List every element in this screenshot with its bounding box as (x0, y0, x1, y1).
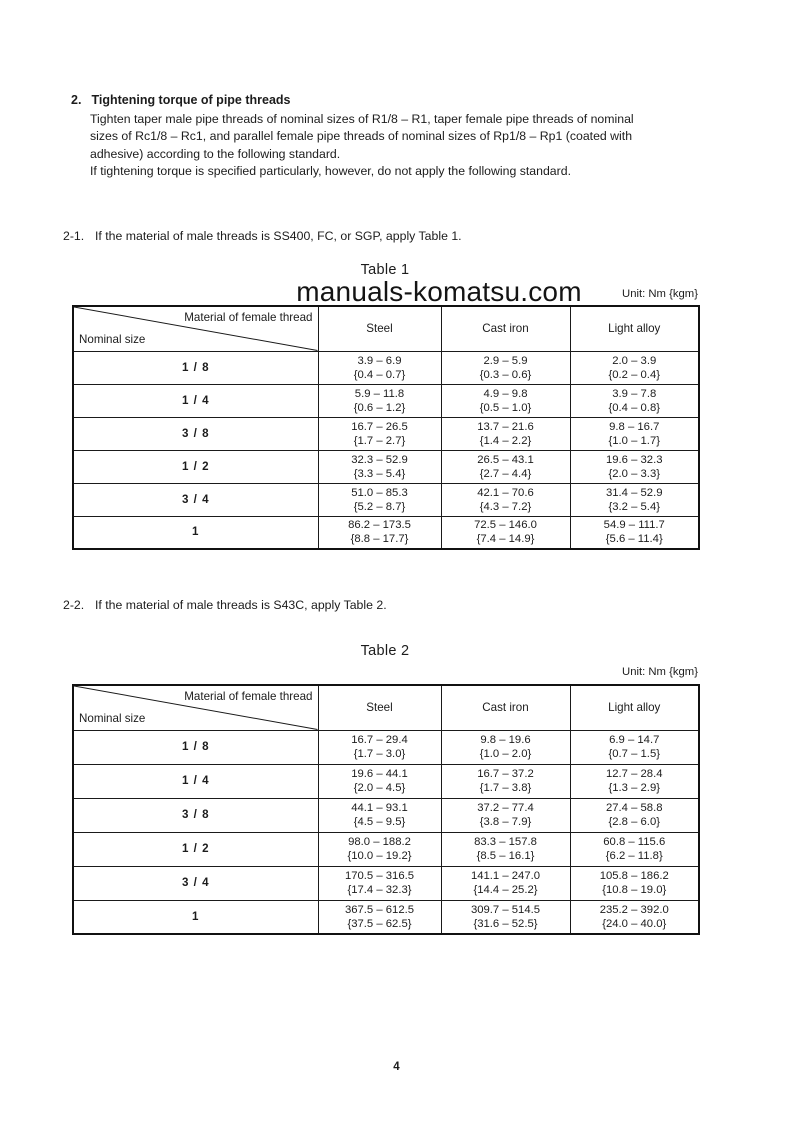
torque-value-cell (570, 516, 699, 549)
subsection-2-2 (63, 598, 387, 612)
torque-value-cell (318, 832, 441, 866)
torque-nm-value: 16.7 – 26.5 (351, 420, 408, 433)
torque-value-cell (441, 832, 570, 866)
torque-nm-value: 16.7 – 37.2 (477, 768, 534, 780)
watermark-text: manuals-komatsu.com (296, 276, 582, 307)
subsection-number: 2-2. (63, 598, 85, 612)
torque-kgm-value: {0.3 – 0.6} (479, 368, 532, 381)
torque-value-cell (441, 730, 570, 764)
section-title: Tightening torque of pipe threads (91, 93, 291, 107)
torque-value-cell (318, 798, 441, 832)
torque-kgm-value: {37.5 – 62.5} (347, 917, 412, 930)
torque-nm-value: 98.0 – 188.2 (348, 836, 411, 848)
torque-value-cell (441, 417, 570, 450)
table-row (73, 516, 699, 549)
torque-value-cell (570, 417, 699, 450)
torque-kgm-value: {0.5 – 1.0} (479, 401, 532, 414)
torque-value-cell (441, 900, 570, 934)
table-row (73, 351, 699, 384)
torque-nm-value: 9.8 – 19.6 (480, 734, 531, 746)
diagonal-bottom-label: Nominal size (79, 332, 146, 346)
torque-value-cell (318, 483, 441, 516)
section-heading (71, 93, 291, 107)
table1-unit-label: Unit: Nm {kgm} (622, 288, 698, 300)
torque-nm-value: 37.2 – 77.4 (477, 802, 534, 814)
nominal-size-cell: 1 / 8 (73, 730, 318, 764)
section-number: 2. (71, 93, 82, 107)
torque-nm-value: 54.9 – 111.7 (603, 519, 665, 532)
torque-kgm-value: {1.0 – 1.7} (608, 434, 660, 447)
table-row (73, 384, 699, 417)
nominal-size-cell: 1 / 8 (73, 351, 318, 384)
torque-kgm-value: {4.3 – 7.2} (479, 500, 532, 513)
table-row (73, 450, 699, 483)
torque-kgm-value: {31.6 – 52.5} (473, 917, 538, 930)
body-line: adhesive) according to the following standard. (90, 146, 341, 161)
torque-nm-value: 13.7 – 21.6 (477, 420, 534, 433)
diagonal-top-label: Material of female thread (184, 690, 313, 703)
torque-nm-value: 105.8 – 186.2 (599, 870, 669, 882)
torque-kgm-value: {8.5 – 16.1} (476, 850, 535, 862)
diagonal-header-cell (73, 685, 318, 730)
torque-value-cell (318, 516, 441, 549)
torque-value-cell (570, 450, 699, 483)
torque-kgm-value: {1.7 – 2.7} (353, 434, 406, 447)
torque-value-cell (318, 384, 441, 417)
torque-value-cell (570, 730, 699, 764)
torque-nm-value: 86.2 – 173.5 (348, 519, 411, 532)
torque-value-cell (441, 483, 570, 516)
nominal-size-cell: 3 / 4 (73, 866, 318, 900)
torque-kgm-value: {2.7 – 4.4} (479, 467, 532, 480)
torque-kgm-value: {24.0 – 40.0} (602, 917, 667, 930)
torque-nm-value: 27.4 – 58.8 (605, 802, 663, 814)
column-header-light-alloy: Light alloy (570, 685, 699, 730)
torque-nm-value: 42.1 – 70.6 (477, 486, 534, 499)
torque-nm-value: 26.5 – 43.1 (477, 453, 534, 466)
torque-nm-value: 367.5 – 612.5 (344, 903, 415, 916)
torque-nm-value: 19.6 – 32.3 (605, 453, 663, 466)
table1-title: Table 1 (360, 262, 410, 278)
torque-kgm-value: {3.3 – 5.4} (353, 467, 406, 480)
torque-kgm-value: {1.0 – 2.0} (479, 748, 532, 760)
nominal-size-cell: 1 (73, 516, 318, 549)
torque-nm-value: 5.9 – 11.8 (354, 387, 405, 400)
nominal-size-cell: 1 / 4 (73, 384, 318, 417)
torque-nm-value: 72.5 – 146.0 (474, 519, 537, 532)
torque-nm-value: 309.7 – 514.5 (470, 903, 541, 916)
torque-value-cell (441, 866, 570, 900)
torque-nm-value: 83.3 – 157.8 (474, 836, 537, 848)
torque-value-cell (441, 798, 570, 832)
table-row (73, 730, 699, 764)
torque-nm-value: 2.0 – 3.9 (612, 354, 657, 367)
torque-kgm-value: {10.8 – 19.0} (602, 884, 667, 896)
column-header-cast-iron: Cast iron (441, 685, 570, 730)
torque-table-2 (72, 684, 700, 935)
torque-kgm-value: {0.4 – 0.7} (353, 368, 406, 381)
body-line: sizes of Rc1/8 – Rc1, and parallel female pipe threads of nominal sizes of Rp1/8 – Rp1 (coated with (90, 129, 633, 144)
torque-value-cell (318, 866, 441, 900)
torque-nm-value: 6.9 – 14.7 (609, 734, 660, 746)
torque-table-1 (72, 305, 700, 550)
section-body (90, 111, 634, 181)
torque-kgm-value: {2.0 – 3.3} (608, 467, 660, 480)
subsection-text: If the material of male threads is S43C, apply Table 2. (95, 598, 387, 612)
torque-value-cell (570, 764, 699, 798)
torque-value-cell (318, 764, 441, 798)
table-row (73, 483, 699, 516)
torque-value-cell (570, 351, 699, 384)
table-row (73, 417, 699, 450)
torque-kgm-value: {3.2 – 5.4} (608, 500, 660, 513)
torque-nm-value: 9.8 – 16.7 (609, 420, 660, 433)
torque-value-cell (318, 730, 441, 764)
torque-kgm-value: {2.0 – 4.5} (353, 782, 406, 794)
column-header-cast-iron: Cast iron (441, 306, 570, 351)
torque-kgm-value: {7.4 – 14.9} (476, 533, 535, 546)
table2-title: Table 2 (360, 643, 410, 659)
nominal-size-cell: 1 (73, 900, 318, 934)
torque-kgm-value: {10.0 – 19.2} (347, 850, 412, 862)
torque-kgm-value: {0.2 – 0.4} (608, 368, 660, 381)
nominal-size-cell: 3 / 8 (73, 798, 318, 832)
subsection-text: If the material of male threads is SS400, FC, or SGP, apply Table 1. (95, 229, 462, 243)
torque-value-cell (570, 384, 699, 417)
column-header-steel: Steel (318, 685, 441, 730)
torque-value-cell (318, 351, 441, 384)
torque-value-cell (441, 351, 570, 384)
torque-value-cell (570, 900, 699, 934)
torque-nm-value: 3.9 – 7.8 (612, 387, 657, 400)
page-number: 4 (393, 1061, 400, 1073)
torque-value-cell (318, 450, 441, 483)
torque-kgm-value: {1.7 – 3.8} (479, 782, 532, 794)
torque-kgm-value: {4.5 – 9.5} (353, 816, 406, 828)
torque-kgm-value: {1.7 – 3.0} (353, 748, 406, 760)
torque-kgm-value: {3.8 – 7.9} (479, 816, 532, 828)
subsection-2-1 (63, 229, 462, 243)
torque-value-cell (570, 798, 699, 832)
torque-nm-value: 44.1 – 93.1 (351, 802, 408, 814)
nominal-size-cell: 3 / 4 (73, 483, 318, 516)
torque-nm-value: 60.8 – 115.6 (603, 836, 666, 848)
column-header-steel: Steel (318, 306, 441, 351)
table2-unit-label: Unit: Nm {kgm} (622, 666, 698, 678)
torque-value-cell (570, 483, 699, 516)
body-line: If tightening torque is specified particularly, however, do not apply the following standard. (90, 164, 572, 179)
torque-nm-value: 51.0 – 85.3 (351, 486, 408, 499)
table-row (73, 798, 699, 832)
torque-nm-value: 19.6 – 44.1 (351, 768, 408, 780)
torque-value-cell (441, 450, 570, 483)
torque-kgm-value: {14.4 – 25.2} (473, 884, 538, 896)
nominal-size-cell: 3 / 8 (73, 417, 318, 450)
subsection-number: 2-1. (63, 229, 85, 243)
torque-kgm-value: {5.6 – 11.4} (605, 533, 663, 546)
torque-nm-value: 4.9 – 9.8 (483, 387, 528, 400)
torque-kgm-value: {8.8 – 17.7} (350, 533, 409, 546)
nominal-size-cell: 1 / 2 (73, 450, 318, 483)
torque-nm-value: 2.9 – 5.9 (483, 354, 528, 367)
torque-nm-value: 3.9 – 6.9 (357, 354, 402, 367)
nominal-size-cell: 1 / 4 (73, 764, 318, 798)
torque-value-cell (570, 832, 699, 866)
table-header-row (73, 306, 699, 351)
column-header-light-alloy: Light alloy (570, 306, 699, 351)
torque-kgm-value: {17.4 – 32.3} (347, 884, 412, 896)
torque-value-cell (441, 384, 570, 417)
torque-nm-value: 32.3 – 52.9 (351, 453, 408, 466)
torque-kgm-value: {2.8 – 6.0} (608, 816, 660, 828)
torque-value-cell (441, 764, 570, 798)
torque-nm-value: 170.5 – 316.5 (344, 870, 415, 882)
torque-kgm-value: {1.3 – 2.9} (608, 782, 660, 794)
torque-nm-value: 12.7 – 28.4 (605, 768, 663, 780)
diagonal-top-label: Material of female thread (184, 311, 313, 324)
body-line: Tighten taper male pipe threads of nominal sizes of R1/8 – R1, taper female pipe threads of nominal (90, 112, 634, 126)
torque-nm-value: 16.7 – 29.4 (351, 734, 408, 746)
table-row (73, 832, 699, 866)
torque-kgm-value: {0.7 – 1.5} (608, 748, 660, 760)
torque-kgm-value: {0.6 – 1.2} (353, 401, 406, 414)
table-header-row (73, 685, 699, 730)
torque-nm-value: 141.1 – 247.0 (470, 870, 541, 882)
diagonal-bottom-label: Nominal size (79, 711, 146, 725)
nominal-size-cell: 1 / 2 (73, 832, 318, 866)
torque-kgm-value: {0.4 – 0.8} (608, 401, 660, 414)
torque-nm-value: 235.2 – 392.0 (599, 903, 669, 916)
torque-kgm-value: {6.2 – 11.8} (605, 850, 663, 862)
torque-value-cell (318, 900, 441, 934)
torque-value-cell (570, 866, 699, 900)
diagonal-header-cell (73, 306, 318, 351)
torque-nm-value: 31.4 – 52.9 (605, 486, 663, 499)
torque-kgm-value: {5.2 – 8.7} (353, 500, 406, 513)
table-row (73, 866, 699, 900)
torque-value-cell (318, 417, 441, 450)
table-row (73, 900, 699, 934)
table-row (73, 764, 699, 798)
torque-kgm-value: {1.4 – 2.2} (479, 434, 532, 447)
torque-value-cell (441, 516, 570, 549)
